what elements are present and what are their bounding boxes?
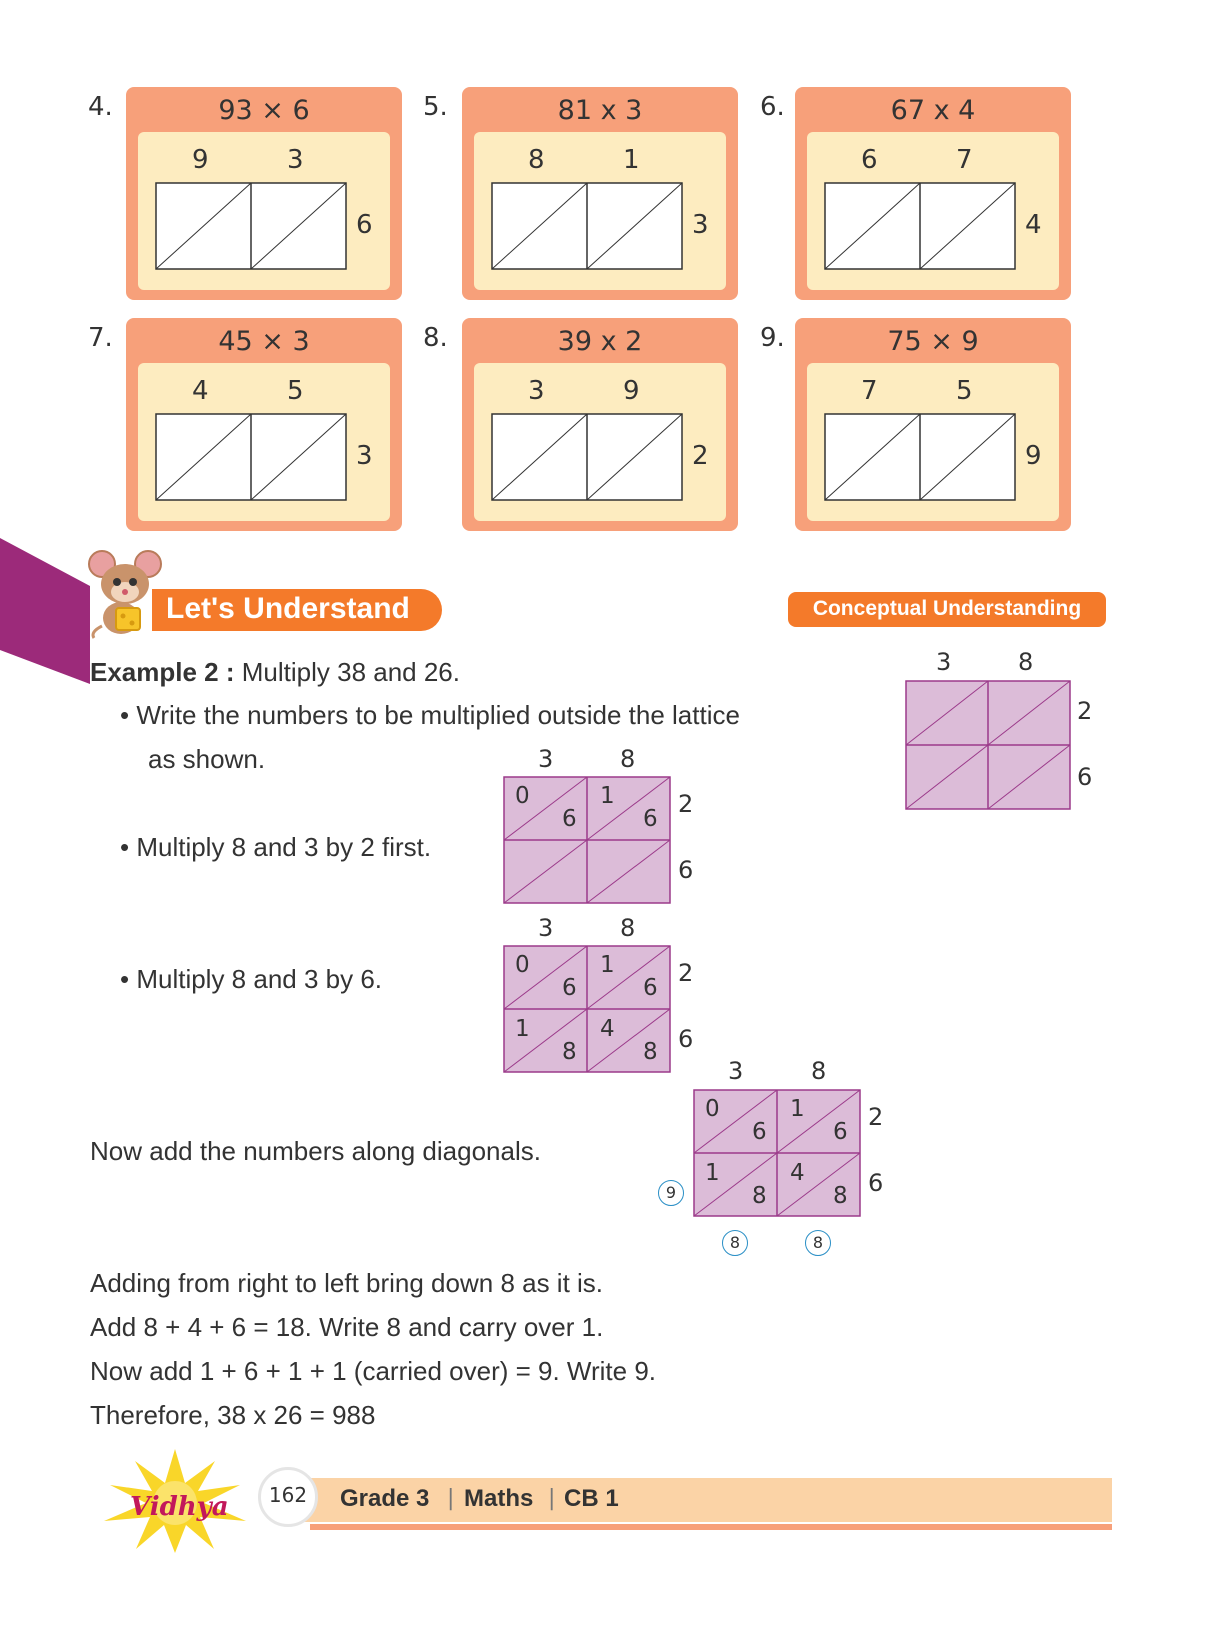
lattice-top-digit: 8 <box>620 914 636 942</box>
example-intro: Multiply 38 and 26. <box>241 657 460 687</box>
top-digit: 7 <box>956 145 973 175</box>
cell-tens: 0 <box>515 952 530 978</box>
bullet-1-line-2: as shown. <box>148 744 266 774</box>
footer-grade: Grade 3 <box>340 1485 430 1512</box>
top-digit: 3 <box>528 376 545 406</box>
top-digit: 5 <box>956 376 973 406</box>
cell-tens: 4 <box>600 1016 615 1042</box>
footer-separator: | <box>447 1486 455 1511</box>
exercise-title: 45 × 3 <box>218 326 310 357</box>
footer-book: CB 1 <box>564 1485 619 1512</box>
lattice-side-digit: 2 <box>678 790 694 818</box>
empty-lattice <box>491 413 683 501</box>
step-3: Now add 1 + 6 + 1 + 1 (carried over) = 9. Write 9. <box>90 1356 657 1386</box>
lattice-top-digit: 8 <box>1018 648 1034 676</box>
footer-underline <box>310 1524 1112 1530</box>
cell-units: 6 <box>643 975 658 1001</box>
step-1: Adding from right to left bring down 8 as it is. <box>90 1268 604 1298</box>
result-line: Therefore, 38 x 26 = 988 <box>90 1400 376 1430</box>
lattice-top-digit: 3 <box>936 648 952 676</box>
lattice-top-digit: 8 <box>620 745 636 773</box>
add-diagonals-text: Now add the numbers along diagonals. <box>90 1136 541 1166</box>
top-digit: 6 <box>861 145 878 175</box>
step-2: Add 8 + 4 + 6 = 18. Write 8 and carry over 1. <box>90 1312 604 1342</box>
exercise-card <box>126 318 402 531</box>
side-digit: 3 <box>692 210 709 240</box>
bullet-2: • Multiply 8 and 3 by 2 first. <box>120 832 432 862</box>
lattice-side-digit: 2 <box>1077 697 1093 725</box>
lattice-side-digit: 6 <box>678 1025 694 1053</box>
cell-units: 6 <box>562 975 577 1001</box>
vidhya-logo-icon <box>90 1445 260 1555</box>
exercise-card <box>795 318 1071 531</box>
exercise-title: 75 × 9 <box>887 326 979 357</box>
cell-tens: 1 <box>515 1016 530 1042</box>
side-digit: 3 <box>356 441 373 471</box>
lattice-side-digit: 6 <box>868 1169 884 1197</box>
section-heading: Let's Understand <box>166 592 410 625</box>
lattice-top-digit: 8 <box>811 1057 827 1085</box>
exercise-panel <box>807 132 1059 290</box>
cell-tens: 4 <box>790 1160 805 1186</box>
cell-units: 8 <box>643 1039 658 1065</box>
cell-units: 8 <box>833 1183 848 1209</box>
exercise-panel <box>474 363 726 521</box>
cell-tens: 1 <box>790 1096 805 1122</box>
lattice-side-digit: 6 <box>678 856 694 884</box>
cell-units: 6 <box>643 806 658 832</box>
exercise-panel <box>138 363 390 521</box>
side-digit: 4 <box>1025 210 1042 240</box>
empty-lattice <box>824 182 1016 270</box>
top-digit: 4 <box>192 376 209 406</box>
empty-lattice <box>824 413 1016 501</box>
lattice-top-digit: 3 <box>538 914 554 942</box>
exercise-panel <box>474 132 726 290</box>
exercise-number: 5. <box>423 92 448 122</box>
bullet-1-line-1: • Write the numbers to be multiplied outside the lattice <box>120 700 740 730</box>
cell-units: 8 <box>562 1039 577 1065</box>
exercise-card <box>126 87 402 300</box>
empty-lattice <box>155 182 347 270</box>
cell-units: 6 <box>752 1119 767 1145</box>
svg-text:Vidhya: Vidhya <box>130 1492 229 1522</box>
cell-units: 6 <box>833 1119 848 1145</box>
diagonal-sum-circle: 8 <box>805 1230 831 1256</box>
cell-tens: 1 <box>600 952 615 978</box>
exercise-panel <box>807 363 1059 521</box>
exercise-card <box>462 87 738 300</box>
exercise-title: 93 × 6 <box>218 95 310 126</box>
cell-units: 8 <box>752 1183 767 1209</box>
cell-tens: 0 <box>705 1096 720 1122</box>
diagonal-sum-circle: 9 <box>658 1180 684 1206</box>
top-digit: 7 <box>861 376 878 406</box>
lattice-side-digit: 2 <box>868 1103 884 1131</box>
top-digit: 9 <box>192 145 209 175</box>
exercise-number: 7. <box>88 323 113 353</box>
example-label: Example 2 : <box>90 657 235 687</box>
bullet-3: • Multiply 8 and 3 by 6. <box>120 964 383 994</box>
exercise-title: 39 x 2 <box>557 326 643 357</box>
lattice-grid <box>905 680 1071 810</box>
top-digit: 9 <box>623 376 640 406</box>
empty-lattice <box>155 413 347 501</box>
exercise-card <box>795 87 1071 300</box>
diagonal-sum-circle: 8 <box>722 1230 748 1256</box>
footer-subject: Maths <box>464 1485 534 1512</box>
page-number: 162 <box>268 1483 308 1507</box>
empty-lattice <box>491 182 683 270</box>
lattice-side-digit: 2 <box>678 959 694 987</box>
side-digit: 2 <box>692 441 709 471</box>
exercise-card <box>462 318 738 531</box>
example-heading <box>90 657 460 688</box>
top-digit: 3 <box>287 145 304 175</box>
cell-tens: 0 <box>515 783 530 809</box>
exercise-number: 8. <box>423 323 448 353</box>
lattice-side-digit: 6 <box>1077 763 1093 791</box>
top-digit: 5 <box>287 376 304 406</box>
side-digit: 6 <box>356 210 373 240</box>
cell-tens: 1 <box>705 1160 720 1186</box>
top-digit: 8 <box>528 145 545 175</box>
exercise-title: 81 x 3 <box>557 95 643 126</box>
lattice-top-digit: 3 <box>538 745 554 773</box>
lattice-top-digit: 3 <box>728 1057 744 1085</box>
section-tag: Conceptual Understanding <box>812 597 1082 620</box>
side-digit: 9 <box>1025 441 1042 471</box>
exercise-panel <box>138 132 390 290</box>
cell-units: 6 <box>562 806 577 832</box>
footer-separator: | <box>548 1486 556 1511</box>
top-digit: 1 <box>623 145 640 175</box>
exercise-number: 4. <box>88 92 113 122</box>
exercise-number: 9. <box>760 323 785 353</box>
side-band <box>0 538 90 684</box>
exercise-title: 67 x 4 <box>890 95 976 126</box>
cell-tens: 1 <box>600 783 615 809</box>
exercise-number: 6. <box>760 92 785 122</box>
